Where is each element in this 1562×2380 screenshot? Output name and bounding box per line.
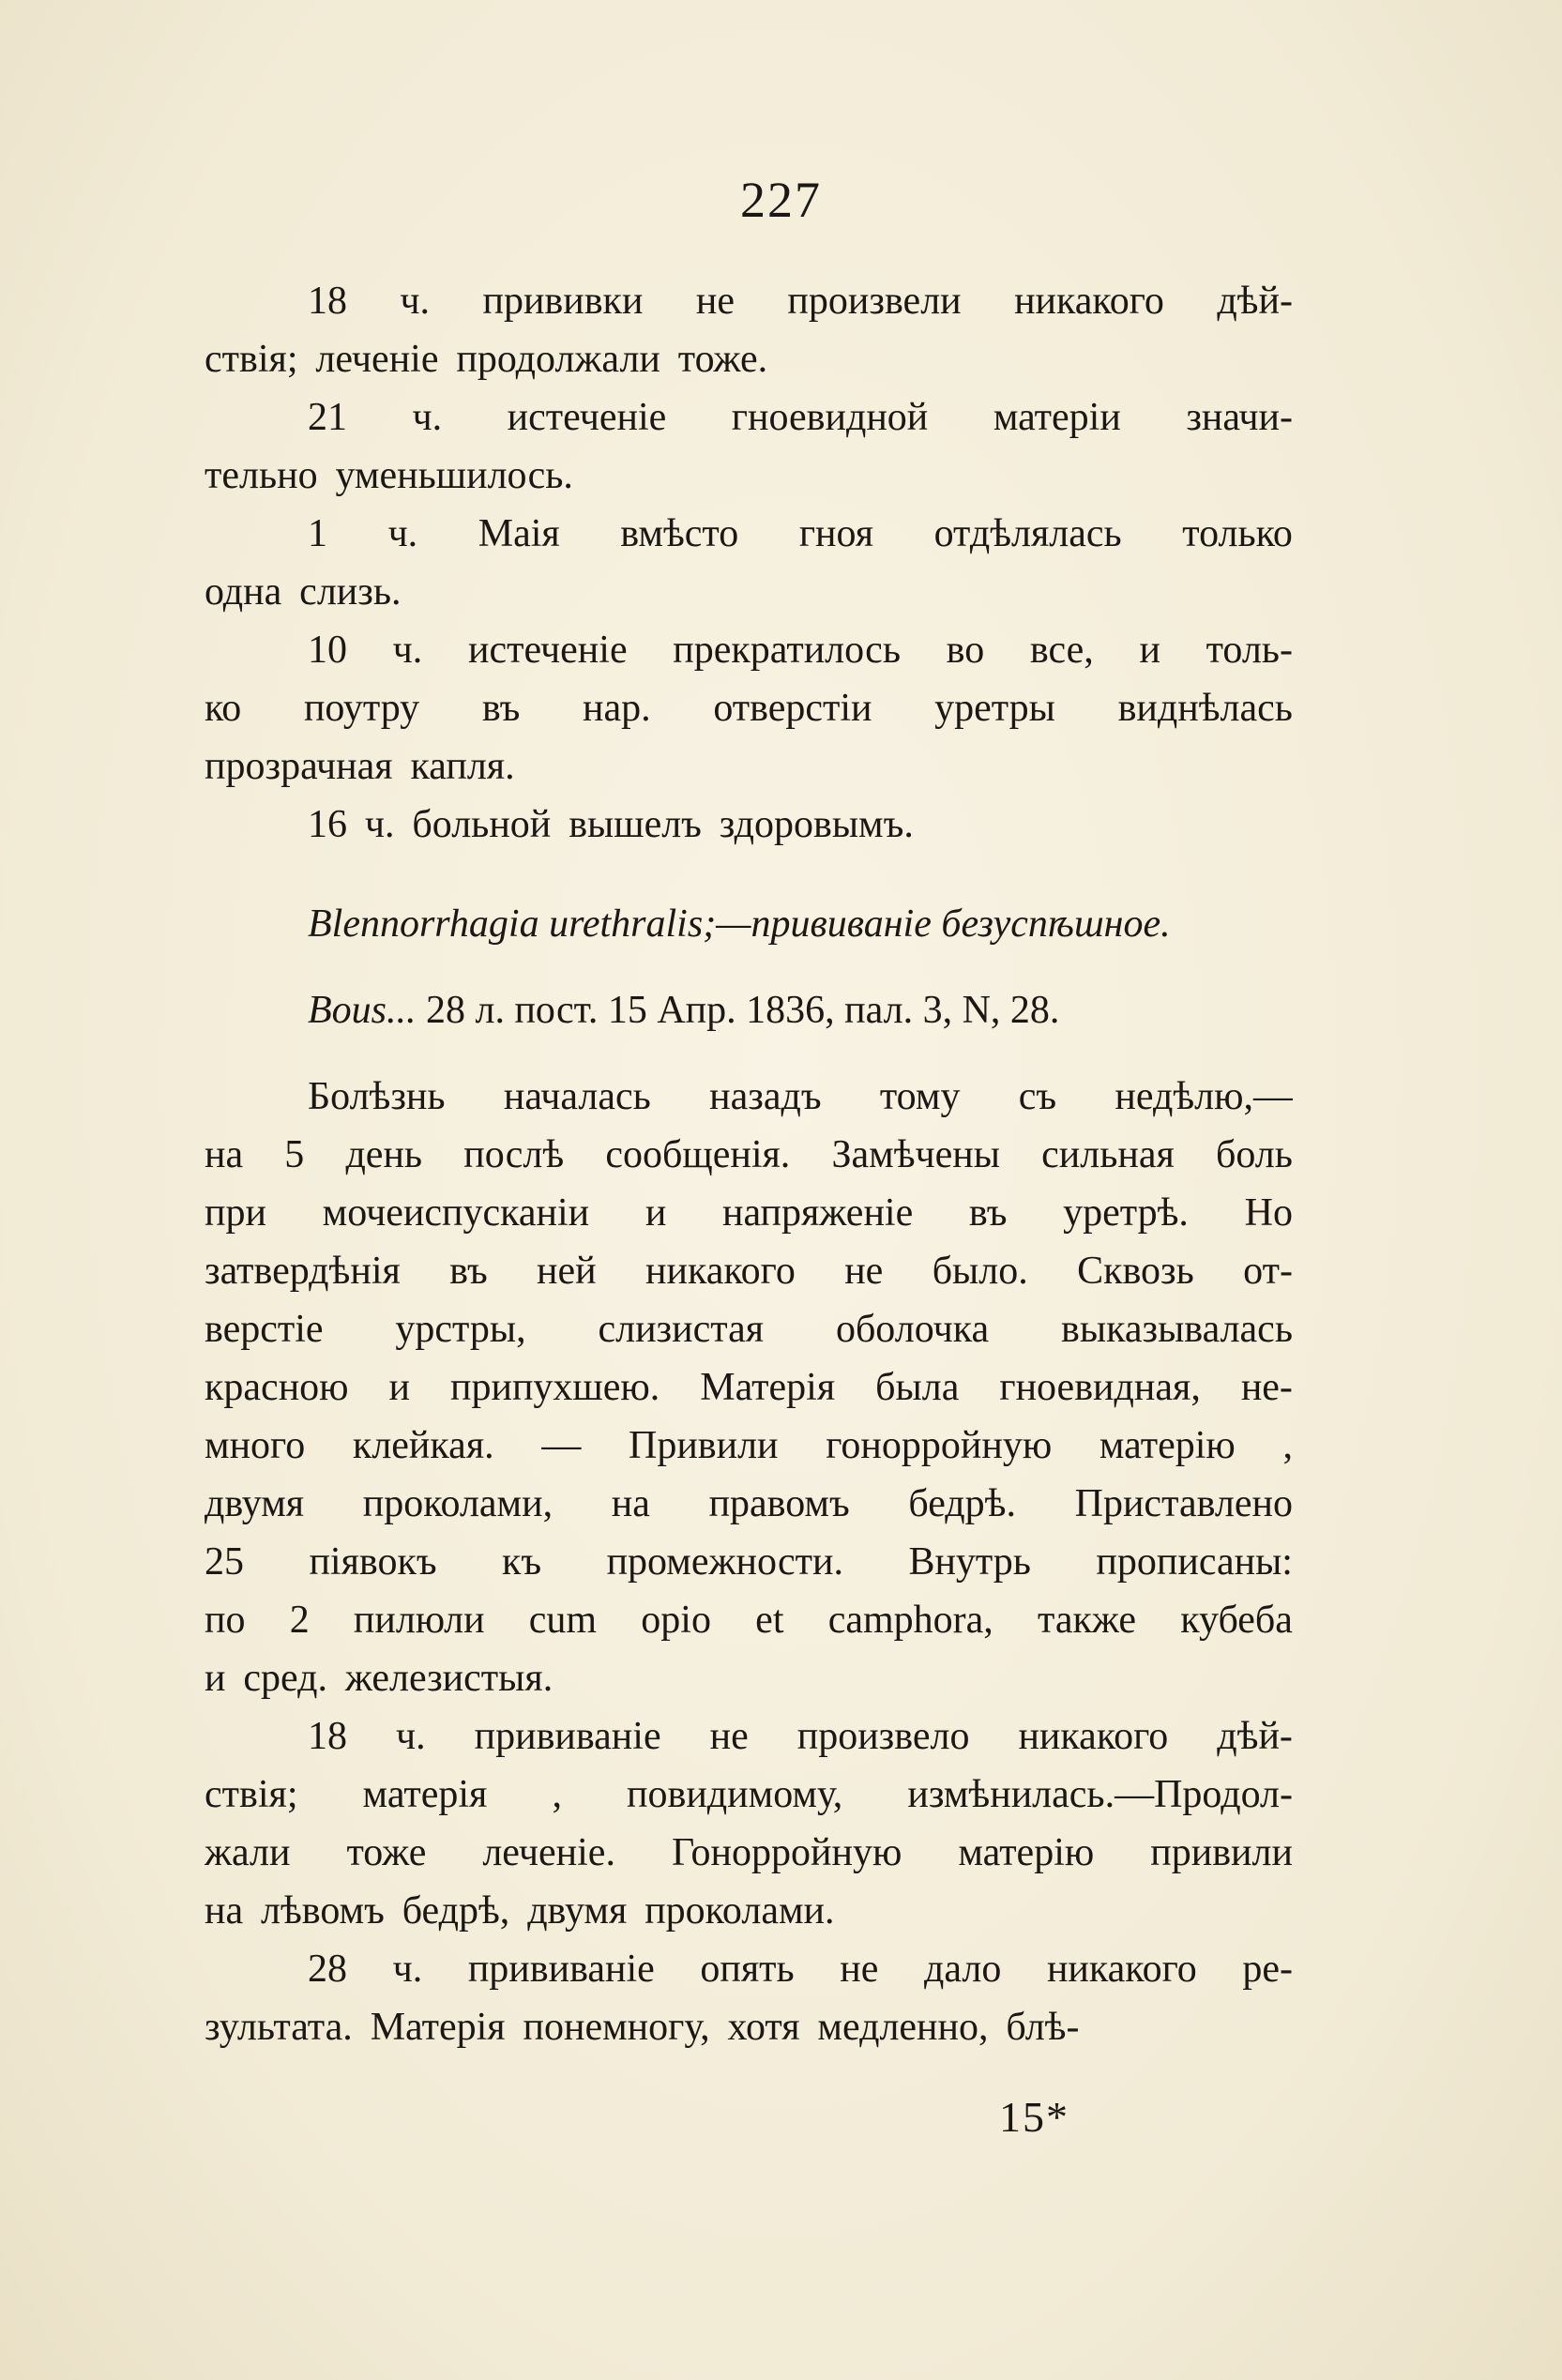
page-number: 227 bbox=[740, 172, 822, 228]
text-line: 16 ч. больной вышелъ здоровымъ. bbox=[308, 803, 914, 846]
text-line: жали тоже леченіе. Гонорройную матерію привили bbox=[205, 1831, 1293, 1874]
text-line: 18 ч. прививаніе не произвело никакого дѣй- bbox=[308, 1715, 1293, 1758]
text-line: по 2 пилюли cum opio et camphora, также кубеба bbox=[205, 1599, 1293, 1642]
text-line: верстіе урстры, слизистая оболочка выказывалась bbox=[205, 1308, 1293, 1351]
text-line: тельно уменьшилось. bbox=[205, 454, 573, 497]
text-line: ствія; леченіе продолжали тоже. bbox=[205, 338, 768, 381]
text-line: Болѣзнь началась назадъ тому съ недѣлю,— bbox=[308, 1075, 1293, 1118]
text-line: на лѣвомъ бедрѣ, двумя проколами. bbox=[205, 1889, 835, 1933]
text-line: и сред. железистыя. bbox=[205, 1657, 554, 1700]
text-line: 1 ч. Маія вмѣсто гноя отдѣлялась только bbox=[308, 512, 1293, 555]
text-line: при мочеиспусканіи и напряженіе въ уретрѣ. Но bbox=[205, 1191, 1293, 1235]
text-line: одна слизь. bbox=[205, 570, 402, 614]
text-line: ствія; матерія , повидимому, измѣнилась.—Продол- bbox=[205, 1773, 1293, 1816]
text-line: 18 ч. прививки не произвели никакого дѣй- bbox=[308, 280, 1293, 323]
text-line: затвердѣнія въ ней никакого не было. Сквозь от- bbox=[205, 1250, 1293, 1293]
text-line: много клейкая. — Привили гонорройную матерію , bbox=[205, 1424, 1293, 1467]
text-line: 21 ч. истеченіе гноевидной матеріи значи- bbox=[308, 396, 1293, 439]
text-line: ко поутру въ нар. отверстіи уретры виднѣлась bbox=[205, 687, 1293, 730]
text-line: зультата. Матерія понемногу, хотя медленно, блѣ- bbox=[205, 2006, 1080, 2049]
section-heading: Blennorrhagia urethralis;—прививаніе безуспѣшное. bbox=[308, 902, 1171, 946]
body-text bbox=[205, 272, 1293, 2056]
text-line: 28 ч. прививаніе опять не дало никакого ре- bbox=[308, 1948, 1293, 1991]
text-line: 25 піявокъ къ промежности. Внутрь прописаны: bbox=[205, 1540, 1293, 1584]
text-line: красною и припухшею. Матерія была гноевидная, не- bbox=[205, 1366, 1293, 1409]
text-line: прозрачная капля. bbox=[205, 745, 515, 788]
text-line: двумя проколами, на правомъ бедрѣ. Приставлено bbox=[205, 1482, 1293, 1525]
text-line: на 5 день послѣ сообщенія. Замѣчены сильная боль bbox=[205, 1133, 1293, 1176]
case-header: Bous... 28 л. пост. 15 Апр. 1836, пал. 3, N, 28. bbox=[308, 989, 1060, 1032]
case-description bbox=[205, 1068, 1293, 2056]
journal-entries bbox=[205, 272, 1293, 854]
signature-mark: 15* bbox=[999, 2093, 1069, 2141]
text-line: 10 ч. истеченіе прекратилось во все, и толь- bbox=[308, 629, 1293, 672]
